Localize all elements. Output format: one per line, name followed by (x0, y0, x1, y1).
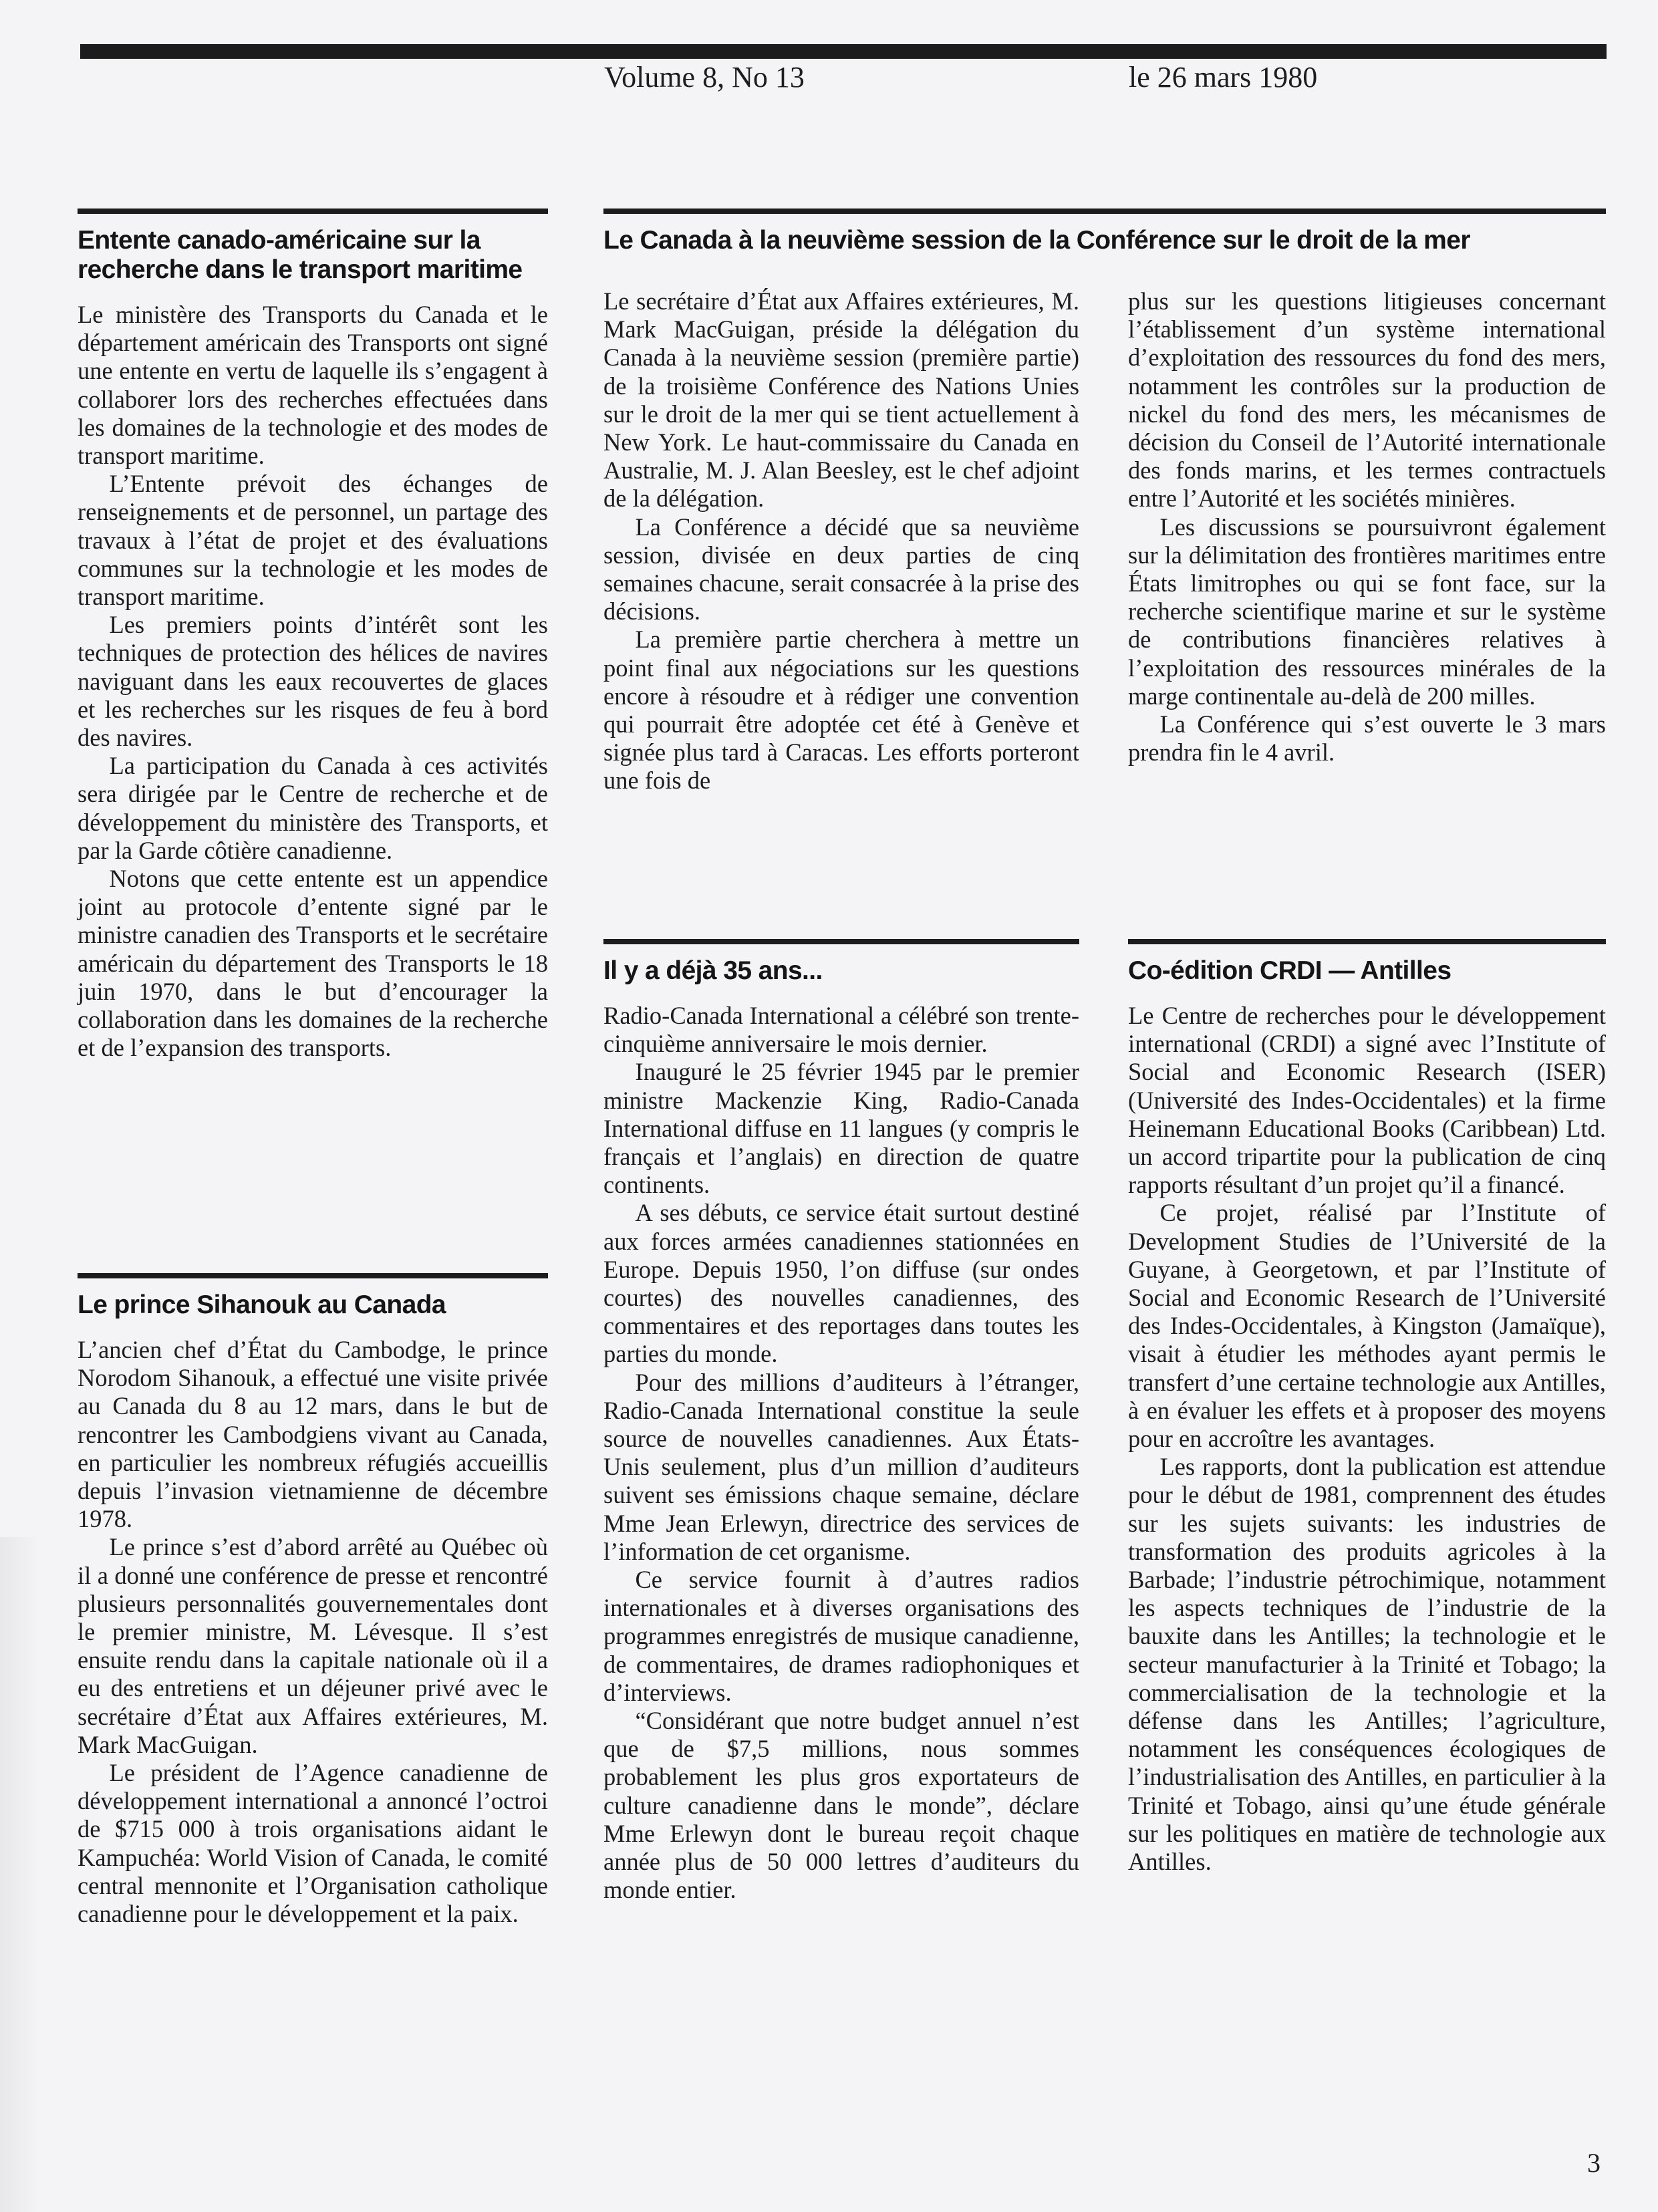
paragraph: La participation du Canada à ces activités sera dirigée par le Centre de recherche et de développement du ministère des Transports, et par la Garde côtière canadienne. (78, 752, 548, 864)
article-body (603, 287, 1079, 795)
paragraph: Ce projet, réalisé par l’Institute of Development Studies de l’Université de la Guyane, à Georgetown, et par l’Institute of Social and Economic Research de l’Université des Indes-Occidentales, à Kingston (Jamaïque), visait à étudier les méthodes ayant permis le transfert d’une certaine technologie aux Antilles, à en évaluer les effets et à proposer des moyens pour en accroître les avantages. (1128, 1199, 1606, 1453)
article-body (1128, 1002, 1606, 1876)
issue-date: le 26 mars 1980 (1129, 61, 1318, 94)
page-number: 3 (1587, 2148, 1601, 2178)
paragraph: Le ministère des Transports du Canada et le département américain des Transports ont signé une entente en vertu de laquelle ils s’engagent à collaborer lors des recherches effectuées dans les domaines de la technologie et des modes de transport maritime. (78, 301, 548, 470)
article-body (78, 301, 548, 1062)
paragraph: Les discussions se poursuivront également sur la délimitation des frontières maritimes entre États limitrophes ou qui se font face, sur la recherche scientifique marine et sur le système de contributions financières relatives à l’exploitation des ressources minérales de la marge continentale au-delà de 200 milles. (1128, 513, 1606, 710)
article-body (603, 1002, 1079, 1905)
paragraph: L’ancien chef d’État du Cambodge, le prince Norodom Sihanouk, a effectué une visite privée au Canada du 8 au 12 mars, dans le but de rencontrer les Cambodgiens vivant au Canada, en particulier les nombreux réfugiés accueillis depuis l’invasion vietnamienne de décembre 1978. (78, 1336, 548, 1533)
paragraph: Les premiers points d’intérêt sont les techniques de protection des hélices de navires naviguant dans les eaux recouvertes de glaces et les recherches sur les risques de feu à bord des navires. (78, 611, 548, 752)
paragraph: plus sur les questions litigieuses concernant l’établissement d’un système international d’exploitation des ressources du fond des mers, notamment les contrôles sur la production de nickel du fond des mers, les mécanismes de décision du Conseil de l’Autorité internationale des fonds marins, et les termes contractuels entre l’Autorité et les sociétés minières. (1128, 287, 1606, 513)
article-title: Il y a déjà 35 ans... (603, 956, 823, 985)
article-body (1128, 287, 1606, 767)
paragraph: Le prince s’est d’abord arrêté au Québec où il a donné une conférence de presse et rencontré plusieurs personnalités gouvernementales dont le premier ministre, M. Lévesque. Il s’est ensuite rendu dans la capitale nationale où il a eu des entretiens et un déjeuner privé avec le secrétaire d’État aux Affaires extérieures, M. Mark MacGuigan. (78, 1533, 548, 1758)
paragraph: Inauguré le 25 février 1945 par le premier ministre Mackenzie King, Radio-Canada International diffuse en 11 langues (y compris le français et l’anglais) en direction de quatre continents. (603, 1058, 1079, 1199)
article-conference-header (603, 209, 1606, 271)
paragraph: Le Centre de recherches pour le développement international (CRDI) a signé avec l’Institute of Social and Economic Research (ISER) (Université des Indes-Occidentales) et la firme Heinemann Educational Books (Caribbean) Ltd. un accord tripartite pour la publication de cinq rapports résultant d’un projet qu’il a financé. (1128, 1002, 1606, 1199)
issue-volume: Volume 8, No 13 (604, 61, 805, 94)
section-rule (1128, 939, 1606, 944)
paragraph: Le secrétaire d’État aux Affaires extérieures, M. Mark MacGuigan, préside la délégation du Canada à la neuvième session (première partie) de la troisième Conférence des Nations Unies sur le droit de la mer qui se tient actuellement à New York. Le haut-commissaire du Canada en Australie, M. J. Alan Beesley, est le chef adjoint de la délégation. (603, 287, 1079, 513)
article-conference-part-a (603, 287, 1079, 795)
paragraph: “Considérant que notre budget annuel n’est que de $7,5 millions, nous sommes probablement les plus gros exportateurs de culture canadienne dans le monde”, déclare Mme Erlewyn dont le bureau reçoit chaque année plus de 50 000 lettres d’auditeurs du monde entier. (603, 1707, 1079, 1904)
section-rule (78, 209, 548, 214)
article-title: Entente canado-américaine sur la recherche dans le transport maritime (78, 226, 523, 284)
paragraph: La Conférence a décidé que sa neuvième session, divisée en deux parties de cinq semaines chacune, serait consacrée à la prise des décisions. (603, 513, 1079, 626)
masthead-rule (80, 44, 1607, 59)
article-sihanouk (78, 1273, 548, 1928)
paragraph: La première partie cherchera à mettre un point final aux négociations sur les questions encore à résoudre et à rédiger une convention qui pourrait être adoptée cet été à Genève et signée plus tard à Caracas. Les efforts porteront une fois de (603, 626, 1079, 795)
article-title: Co-édition CRDI — Antilles (1128, 956, 1452, 985)
paragraph: Radio-Canada International a célébré son trente-cinquième anniversaire le mois dernier. (603, 1002, 1079, 1058)
section-rule (603, 939, 1079, 944)
section-rule (78, 1273, 548, 1278)
article-body (78, 1336, 548, 1928)
article-title: Le prince Sihanouk au Canada (78, 1290, 446, 1319)
paragraph: Le président de l’Agence canadienne de développement international a annoncé l’octroi de $715 000 à trois organisations aidant le Kampuchéa: World Vision of Canada, le comité central mennonite et l’Organisation catholique canadienne pour le développement et la paix. (78, 1759, 548, 1928)
article-title: Le Canada à la neuvième session de la Conférence sur le droit de la mer (603, 226, 1470, 255)
article-transport (78, 209, 548, 1062)
paragraph: Ce service fournit à d’autres radios internationales et à diverses organisations des programmes enregistrés de musique canadienne, de commentaires, de drames radiophoniques et d’interviews. (603, 1566, 1079, 1706)
article-crdi (1128, 939, 1606, 1876)
paragraph: Pour des millions d’auditeurs à l’étranger, Radio-Canada International constitue la seule source de nouvelles canadiennes. Aux États-Unis seulement, plus d’un million d’auditeurs suivent ses émissions chaque semaine, déclare Mme Jean Erlewyn, directrice des services de l’information de cet organisme. (603, 1368, 1079, 1565)
article-conference-part-b (1128, 287, 1606, 767)
paragraph: La Conférence qui s’est ouverte le 3 mars prendra fin le 4 avril. (1128, 710, 1606, 767)
article-radio (603, 939, 1079, 1905)
paragraph: A ses débuts, ce service était surtout destiné aux forces armées canadiennes stationnées en Europe. Depuis 1950, l’on diffuse (sur ondes courtes) des nouvelles canadiennes, des commentaires et des reportages dans toutes les parties du monde. (603, 1199, 1079, 1368)
paragraph: L’Entente prévoit des échanges de renseignements et de personnel, un partage des travaux à l’état de projet et des évaluations communes sur la technologie et les modes de transport maritime. (78, 470, 548, 611)
page-fold-shadow (0, 1537, 40, 2212)
section-rule (603, 209, 1606, 214)
paragraph: Notons que cette entente est un appendice joint au protocole d’entente signé par le ministre canadien des Transports et le secrétaire américain du département des Transports le 18 juin 1970, dans le but d’encourager la collaboration dans les domaines de la recherche et de l’expansion des transports. (78, 865, 548, 1062)
paragraph: Les rapports, dont la publication est attendue pour le début de 1981, comprennent des études sur les sujets suivants: les industries de transformation des produits agricoles à la Barbade; l’industrie pétrochimique, notamment les aspects techniques de l’industrie de la bauxite dans les Antilles; la technologie et le secteur manufacturier à la Trinité et Tobago; la commercialisation de la technologie et la défense dans les Antilles; l’agriculture, notamment les conséquences écologiques de l’industrialisation des Antilles, en particulier à la Trinité et Tobago, ainsi qu’une étude générale sur les politiques en matière de technologie aux Antilles. (1128, 1453, 1606, 1876)
